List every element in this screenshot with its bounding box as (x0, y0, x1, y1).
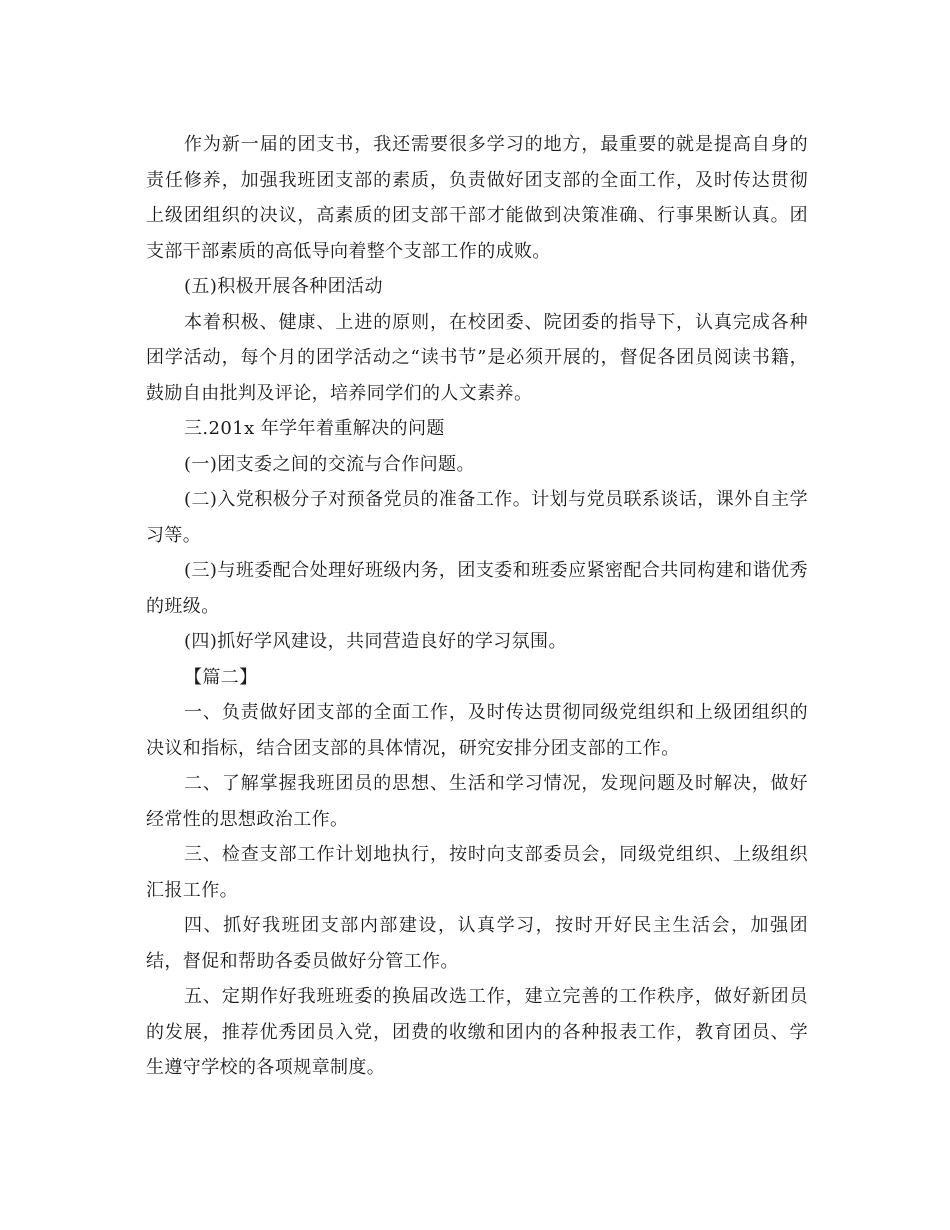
list-item-one: (一)团支委之间的交流与合作问题。 (184, 453, 475, 475)
section-heading-three: 三.201x 年学年着重解决的问题 (184, 418, 445, 439)
document-body (146, 127, 808, 1086)
duty-item-two: 二、了解掌握我班团员的思想、生活和学习情况，发现问题及时解决，做好经常性的思想政治工作。 (146, 773, 808, 830)
part-two-heading: 【篇二】 (184, 666, 258, 688)
paragraph-leadership-duty: 作为新一届的团支书，我还需要很多学习的地方，最重要的就是提高自身的责任修养，加强我班团支部的素质，负责做好团支部的全面工作，及时传达贯彻上级团组织的决议，高素质的团支部干部才能做到决策准确、行事果断认真。团支部干部素质的高低导向着整个支部工作的成败。 (146, 134, 808, 262)
list-item-two: (二)入党积极分子对预备党员的准备工作。计划与党员联系谈话，课外自主学习等。 (146, 489, 808, 546)
section-heading-five: (五)积极开展各种团活动 (184, 276, 383, 297)
list-item-four: (四)抓好学风建设，共同营造良好的学习氛围。 (184, 631, 567, 652)
paragraph-activities: 本着积极、健康、上进的原则，在校团委、院团委的指导下，认真完成各种团学活动，每个月的团学活动之“读书节”是必须开展的，督促各团员阅读书籍，鼓励自由批判及评论，培养同学们的人文素养。 (146, 311, 808, 404)
duty-item-four: 四、抓好我班团支部内部建设，认真学习，按时开好民主生活会，加强团结，督促和帮助各委员做好分管工作。 (146, 915, 808, 972)
list-item-three: (三)与班委配合处理好班级内务，团支委和班委应紧密配合共同构建和谐优秀的班级。 (146, 560, 808, 617)
duty-item-one: 一、负责做好团支部的全面工作，及时传达贯彻同级党组织和上级团组织的决议和指标，结合团支部的具体情况，研究安排分团支部的工作。 (146, 702, 808, 759)
duty-item-three: 三、检查支部工作计划地执行，按时向支部委员会，同级党组织、上级组织汇报工作。 (146, 844, 808, 901)
duty-item-five: 五、定期作好我班班委的换届改选工作，建立完善的工作秩序，做好新团员的发展，推荐优秀团员入党，团费的收缴和团内的各种报表工作，教育团员、学生遵守学校的各项规章制度。 (146, 986, 808, 1078)
